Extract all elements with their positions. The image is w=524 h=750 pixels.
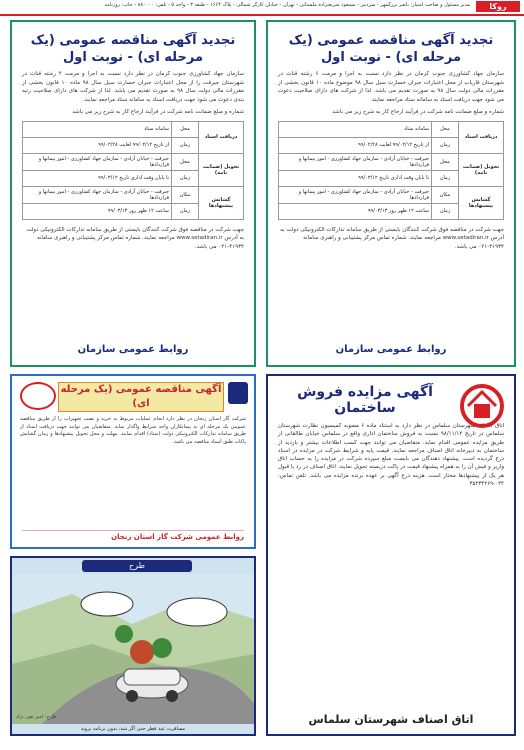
cartoon-illustration bbox=[12, 574, 254, 724]
row-value: ساعت ۱۲ ظهر روز ۹۹/۰۳/۱۳ bbox=[23, 203, 172, 219]
ad-intro: سازمان جهاد کشاورزی جنوب کرمان در نظر دارد نسبت به اجرا و مرمت ۶ رشته قنات در شهرستان قاریاب از محل اعتبارات جبران خسارت سیل سال ۹۸ موضوع ماده ۱۰ قانون بخشی از مقررات مالی دولت سال ۹۸ به صورت تقدیم می باشد. لذا از شرکت های دارای صلاحیت دعوت می شود جهت دریافت اسناد به سامانه ستاد مراجعه نمایند. bbox=[278, 71, 505, 103]
row-sub: زمان bbox=[172, 203, 199, 219]
row-value: از تاریخ ۹۹/۰۲/۱۲ لغایت ۹۹/۰۲/۲۸ bbox=[23, 137, 172, 153]
row-sub: زمان bbox=[432, 170, 459, 186]
row-value: جیرفت - خیابان آزادی - سازمان جهاد کشاورزی - امور پیمانها و قراردادها bbox=[279, 153, 432, 170]
row-value: از تاریخ ۹۹/۰۲/۱۲ لغایت ۹۹/۰۲/۲۸ bbox=[279, 137, 432, 153]
row-sub: مکان bbox=[432, 186, 459, 203]
ad-table-intro: شماره و مبلغ ضمانت نامه شرکت در فرآیند ارجاع کار به شرح زیر می باشد bbox=[72, 109, 244, 115]
row-group: گشایش پیشنهادها bbox=[459, 186, 504, 219]
ad-title: تجدید آگهی مناقصه عمومی (یک مرحله ای) - نوبت اول bbox=[288, 33, 494, 65]
row-group: دریافت اسناد bbox=[459, 121, 504, 153]
row-sub: زمان bbox=[172, 170, 199, 186]
ad-body: اتاق اصناف شهرستان سلماس در نظر دارد به استناد ماده ۶ مصوبه کمیسیون نظارت شهرستان سلماس در تاریخ ۹۸/۱۱/۱۴ نسبت به فروش ساختمان اداری واقع در سلماس خیابان طالقانی از طریق مزایده عمومی اقدام نماید. متقاضیان می توانند جهت کسب اطلاعات بیشتر و بازدید از ساختمان به دبیرخانه اتاق اصناف مراجعه نمایند. قیمت پایه و شرایط شرکت در مزایده در اسناد درج گردیده است. پیشنهاد دهندگان می بایست مبلغ سپرده شرکت در مزایده را به حساب اتاق واریز و فیش آن را به همراه پیشنهاد قیمت در پاکت دربسته تحویل نمایند. اتاق اصناف در رد یا قبول هر یک از پیشنهادها مختار است. هزینه درج آگهی بر عهده برنده مزایده می باشد. تلفن تماس: ۰۴۴-۳۵۲۳۴۲۶۹ bbox=[278, 423, 504, 488]
ad-footer: روابط عمومی سازمان bbox=[77, 344, 189, 355]
row-sub: محل bbox=[172, 121, 199, 137]
newspaper-header bbox=[0, 0, 524, 16]
row-group: تحویل (ضمانت نامه) bbox=[199, 153, 244, 186]
ad-schedule-table bbox=[22, 121, 244, 220]
row-value: تا پایان وقت اداری تاریخ ۹۹/۰۳/۱۲ bbox=[279, 170, 432, 186]
row-value: سامانه ستاد bbox=[279, 121, 432, 137]
row-sub: زمان bbox=[172, 137, 199, 153]
auction-ad bbox=[266, 374, 516, 736]
ad-notes: جهت شرکت در مناقصه فوق شرکت کنندگان بایستی از طریق سامانه تدارکات الکترونیکی دولت به آدرس www.setadiran.ir مراجعه نمایند. شماره تماس مرکز پشتیبانی و راهبری سامانه ۴۱۹۳۴-۰۲۱ می باشد. bbox=[280, 226, 504, 250]
tender-ad-right bbox=[266, 20, 516, 367]
row-value: ساعت ۱۲ ظهر روز ۹۹/۰۳/۱۳ bbox=[279, 203, 432, 219]
table-row bbox=[279, 153, 504, 170]
row-sub: زمان bbox=[432, 203, 459, 219]
row-value: جیرفت - خیابان آزادی - سازمان جهاد کشاورزی - امور پیمانها و قراردادها bbox=[23, 186, 172, 203]
ad-title: آگهی مناقصه عمومی (یک مرحله ای) bbox=[58, 382, 224, 412]
row-value: جیرفت - خیابان آزادی - سازمان جهاد کشاورزی - امور پیمانها و قراردادها bbox=[23, 153, 172, 170]
row-sub: زمان bbox=[432, 137, 459, 153]
table-row bbox=[23, 121, 244, 137]
row-group: گشایش پیشنهادها bbox=[199, 186, 244, 219]
row-sub: مکان bbox=[172, 186, 199, 203]
row-value: جیرفت - خیابان آزادی - سازمان جهاد کشاورزی - امور پیمانها و قراردادها bbox=[279, 186, 432, 203]
row-group: تحویل (ضمانت نامه) bbox=[459, 153, 504, 186]
table-row bbox=[279, 121, 504, 137]
row-sub: محل bbox=[432, 121, 459, 137]
cartoon-caption: مسافرت عید فطر حتی اگر شد، بدون برنامه نروید bbox=[80, 726, 186, 732]
row-sub: محل bbox=[172, 153, 199, 170]
ad-intro: سازمان جهاد کشاورزی جنوب کرمان در نظر دارد نسبت به اجرا و مرمت ۴ رشته قنات در شهرستان جیرفت را از محل اعتبارات جبران خسارت سیل سال ۹۸ ماده ۱۰ قانون بخشی از مقررات مالی دولت سال ۹۸ به صورت تقدیم می باشد. لذا از شرکت های دارای صلاحیت رتبه بندی دعوت می شود جهت دریافت اسناد به سامانه ستاد مراجعه نمایند. bbox=[22, 71, 244, 103]
ad-body: شرکت گاز استان زنجان در نظر دارد انجام عملیات مربوط به خرید و نصب تجهیزات را از طریق مناقصه عمومی یک مرحله ای به پیمانکاران واجد شرایط واگذار نماید. متقاضیان می توانند جهت دریافت اسناد از طریق سامانه تدارکات الکترونیکی دولت (ستاد) اقدام نمایند. مهلت و محل تحویل پیشنهادها و زمان گشایش پاکات طبق اسناد مناقصه می باشد. bbox=[20, 416, 246, 445]
table-row bbox=[23, 186, 244, 203]
ad-title: تجدید آگهی مناقصه عمومی (یک مرحله ای) - نوبت اول bbox=[30, 33, 236, 65]
ad-signature: روابط عمومی شرکت گاز استان زنجان bbox=[22, 530, 244, 541]
ad-footer: اتاق اصناف شهرستان سلماس bbox=[308, 713, 474, 726]
newspaper-logo: روکا bbox=[476, 1, 520, 12]
ad-notes: جهت شرکت در مناقصه فوق شرکت کنندگان بایستی از طریق سامانه تدارکات الکترونیکی دولت به آدرس www.setadiran.ir مراجعه نمایند. شماره تماس مرکز پشتیبانی و راهبری سامانه ۴۱۹۳۴-۰۲۱ می باشد. bbox=[26, 226, 244, 250]
emblem-icon bbox=[228, 382, 248, 404]
cartoon-panel bbox=[10, 556, 256, 736]
row-group: دریافت اسناد bbox=[199, 121, 244, 153]
ad-title: آگهی مزایده فروش ساختمان bbox=[297, 384, 433, 416]
cartoon-tab: طرح bbox=[82, 560, 192, 572]
table-row bbox=[279, 186, 504, 203]
ad-table-intro: شماره و مبلغ ضمانت نامه شرکت در فرآیند ارجاع کار به شرح زیر می باشد bbox=[332, 109, 504, 115]
row-value: تا پایان وقت اداری تاریخ ۹۹/۰۳/۱۲ bbox=[23, 170, 172, 186]
row-sub: محل bbox=[432, 153, 459, 170]
tender-ad-left bbox=[10, 20, 256, 367]
row-value: سامانه ستاد bbox=[23, 121, 172, 137]
company-logo-icon bbox=[20, 382, 56, 410]
guild-chamber-logo-icon bbox=[458, 382, 506, 432]
ad-schedule-table bbox=[278, 121, 504, 220]
masthead-info: مدیر مسئول و صاحب امتیاز: ناصر بزرگمهر - سردبیر - مسعود شریعتزاده ملستانی - تهران - خیابان کارگر شمالی - پلاک ۱۶۶۴ - طبقه ۳ - واحد ۵ - تلفن: ۸۸۰۰۰۰ - چاپ: روزنامه bbox=[104, 2, 470, 8]
ad-footer: روابط عمومی سازمان bbox=[335, 344, 447, 355]
cartoon-credit: طرح: امیر تقی نژاد bbox=[16, 714, 57, 720]
gas-tender-ad bbox=[10, 374, 256, 549]
table-row bbox=[23, 153, 244, 170]
